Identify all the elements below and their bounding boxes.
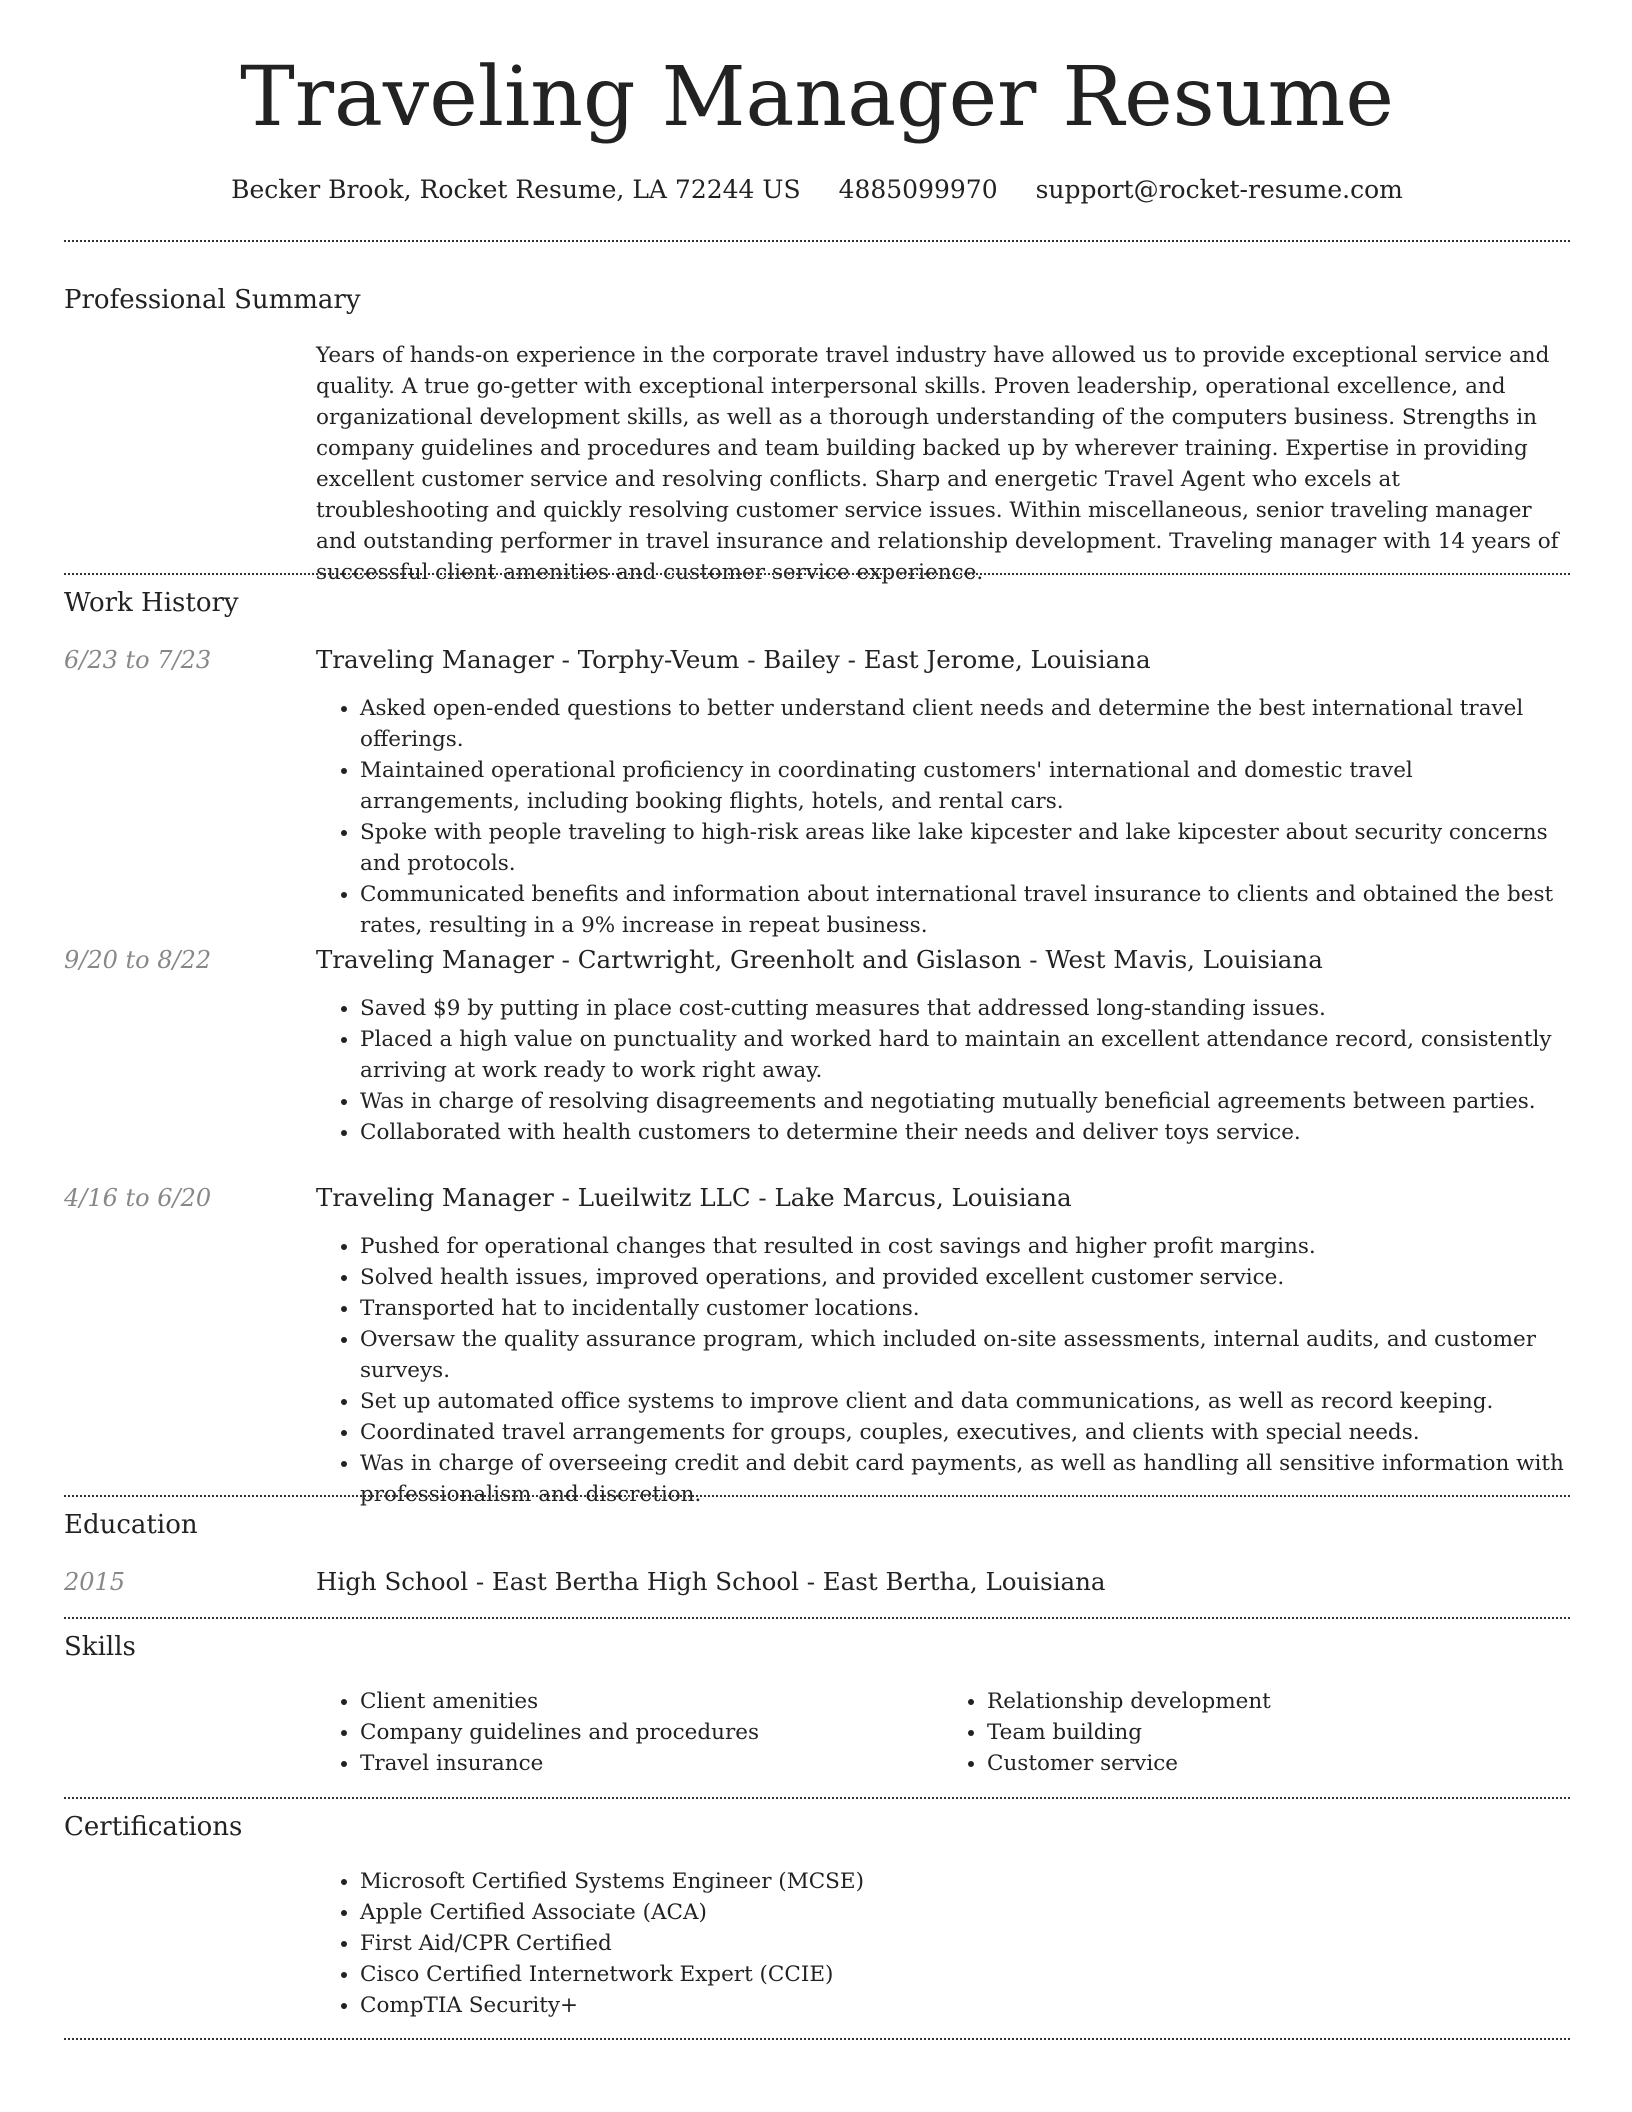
job-dates: 9/20 to 8/22 [64, 946, 212, 974]
section-divider [64, 1617, 1570, 1619]
bullet-item: • Transported hat to incidentally customer locations. [360, 1293, 1570, 1324]
certifications-heading: Certifications [64, 1812, 243, 1842]
job-bullets [316, 1231, 1570, 1510]
skills-column-left [316, 1686, 943, 1779]
contact-line [64, 170, 1570, 210]
section-divider [64, 1495, 1570, 1497]
skill-item: • Relationship development [987, 1686, 1570, 1717]
section-divider [64, 2038, 1570, 2040]
bullet-item: • Saved $9 by putting in place cost-cutting measures that addressed long-standing issues. [360, 993, 1570, 1024]
bullet-item: • Collaborated with health customers to determine their needs and deliver toys service. [360, 1117, 1570, 1148]
education-year: 2015 [64, 1568, 126, 1596]
certifications-list [316, 1866, 1570, 2021]
certification-item: • CompTIA Security+ [360, 1990, 1570, 2021]
job-bullets [316, 993, 1570, 1148]
bullet-item: • Was in charge of overseeing credit and debit card payments, as well as handling all sensitive information with professionalism and discretion. [360, 1448, 1570, 1510]
section-divider [64, 573, 1570, 575]
certification-item: • First Aid/CPR Certified [360, 1928, 1570, 1959]
bullet-item: • Communicated benefits and information about international travel insurance to clients and obtained the best rates, resulting in a 9% increase in repeat business. [360, 879, 1570, 941]
bullet-item: • Pushed for operational changes that resulted in cost savings and higher profit margins. [360, 1231, 1570, 1262]
bullet-item: • Spoke with people traveling to high-risk areas like lake kipcester and lake kipcester about security concerns and protocols. [360, 817, 1570, 879]
certification-item: • Apple Certified Associate (ACA) [360, 1897, 1570, 1928]
summary-block [316, 340, 1570, 588]
bullet-item: • Was in charge of resolving disagreements and negotiating mutually beneficial agreements between parties. [360, 1086, 1570, 1117]
certification-item: • Cisco Certified Internetwork Expert (CCIE) [360, 1959, 1570, 1990]
job-title: Traveling Manager - Lueilwitz LLC - Lake Marcus, Louisiana [316, 1183, 1072, 1212]
bullet-item: • Maintained operational proficiency in coordinating customers' international and domestic travel arrangements, including booking flights, hotels, and rental cars. [360, 755, 1570, 817]
job-dates: 6/23 to 7/23 [64, 646, 212, 674]
certification-item: • Microsoft Certified Systems Engineer (MCSE) [360, 1866, 1570, 1897]
job-dates: 4/16 to 6/20 [64, 1184, 212, 1212]
work-heading: Work History [64, 588, 239, 618]
bullet-item: • Placed a high value on punctuality and worked hard to maintain an excellent attendance record, consistently arriving at work ready to work right away. [360, 1024, 1570, 1086]
job-bullets [316, 693, 1570, 941]
bullet-item: • Asked open-ended questions to better understand client needs and determine the best international travel offerings. [360, 693, 1570, 755]
skills-heading: Skills [64, 1632, 136, 1662]
contact-email: support@rocket-resume.com [1035, 175, 1403, 204]
education-entry: High School - East Bertha High School - East Bertha, Louisiana [316, 1567, 1106, 1596]
job-title: Traveling Manager - Torphy-Veum - Bailey - East Jerome, Louisiana [316, 645, 1151, 674]
bullet-item: • Solved health issues, improved operations, and provided excellent customer service. [360, 1262, 1570, 1293]
skills-list [316, 1686, 1570, 1779]
summary-text: Years of hands-on experience in the corporate travel industry have allowed us to provide exceptional service and quality. A true go-getter with exceptional interpersonal skills. Proven leadership, operational excellence, and organizational development skills, as well as a thorough understanding of the computers business. Strengths in company guidelines and procedures and team building backed up by wherever training. Expertise in providing excellent customer service and resolving conflicts. Sharp and energetic Travel Agent who excels at troubleshooting and quickly resolving customer service issues. Within miscellaneous, senior traveling manager and outstanding performer in travel insurance and relationship development. Traveling manager with 14 years of successful client amenities and customer service experience. [316, 343, 1559, 585]
skill-item: • Company guidelines and procedures [360, 1717, 943, 1748]
skills-column-right [943, 1686, 1570, 1779]
contact-address: Becker Brook, Rocket Resume, LA 72244 US [231, 175, 801, 204]
contact-phone: 4885099970 [838, 175, 998, 204]
skill-item: • Team building [987, 1717, 1570, 1748]
skill-item: • Travel insurance [360, 1748, 943, 1779]
skill-item: • Customer service [987, 1748, 1570, 1779]
job-title: Traveling Manager - Cartwright, Greenholt and Gislason - West Mavis, Louisiana [316, 945, 1323, 974]
summary-heading: Professional Summary [64, 285, 361, 315]
bullet-item: • Oversaw the quality assurance program, which included on-site assessments, internal audits, and customer surveys. [360, 1324, 1570, 1386]
skill-item: • Client amenities [360, 1686, 943, 1717]
section-divider [64, 1797, 1570, 1799]
bullet-item: • Coordinated travel arrangements for groups, couples, executives, and clients with special needs. [360, 1417, 1570, 1448]
section-divider [64, 240, 1570, 242]
bullet-item: • Set up automated office systems to improve client and data communications, as well as record keeping. [360, 1386, 1570, 1417]
education-heading: Education [64, 1510, 198, 1540]
page-title: Traveling Manager Resume [240, 50, 1394, 145]
